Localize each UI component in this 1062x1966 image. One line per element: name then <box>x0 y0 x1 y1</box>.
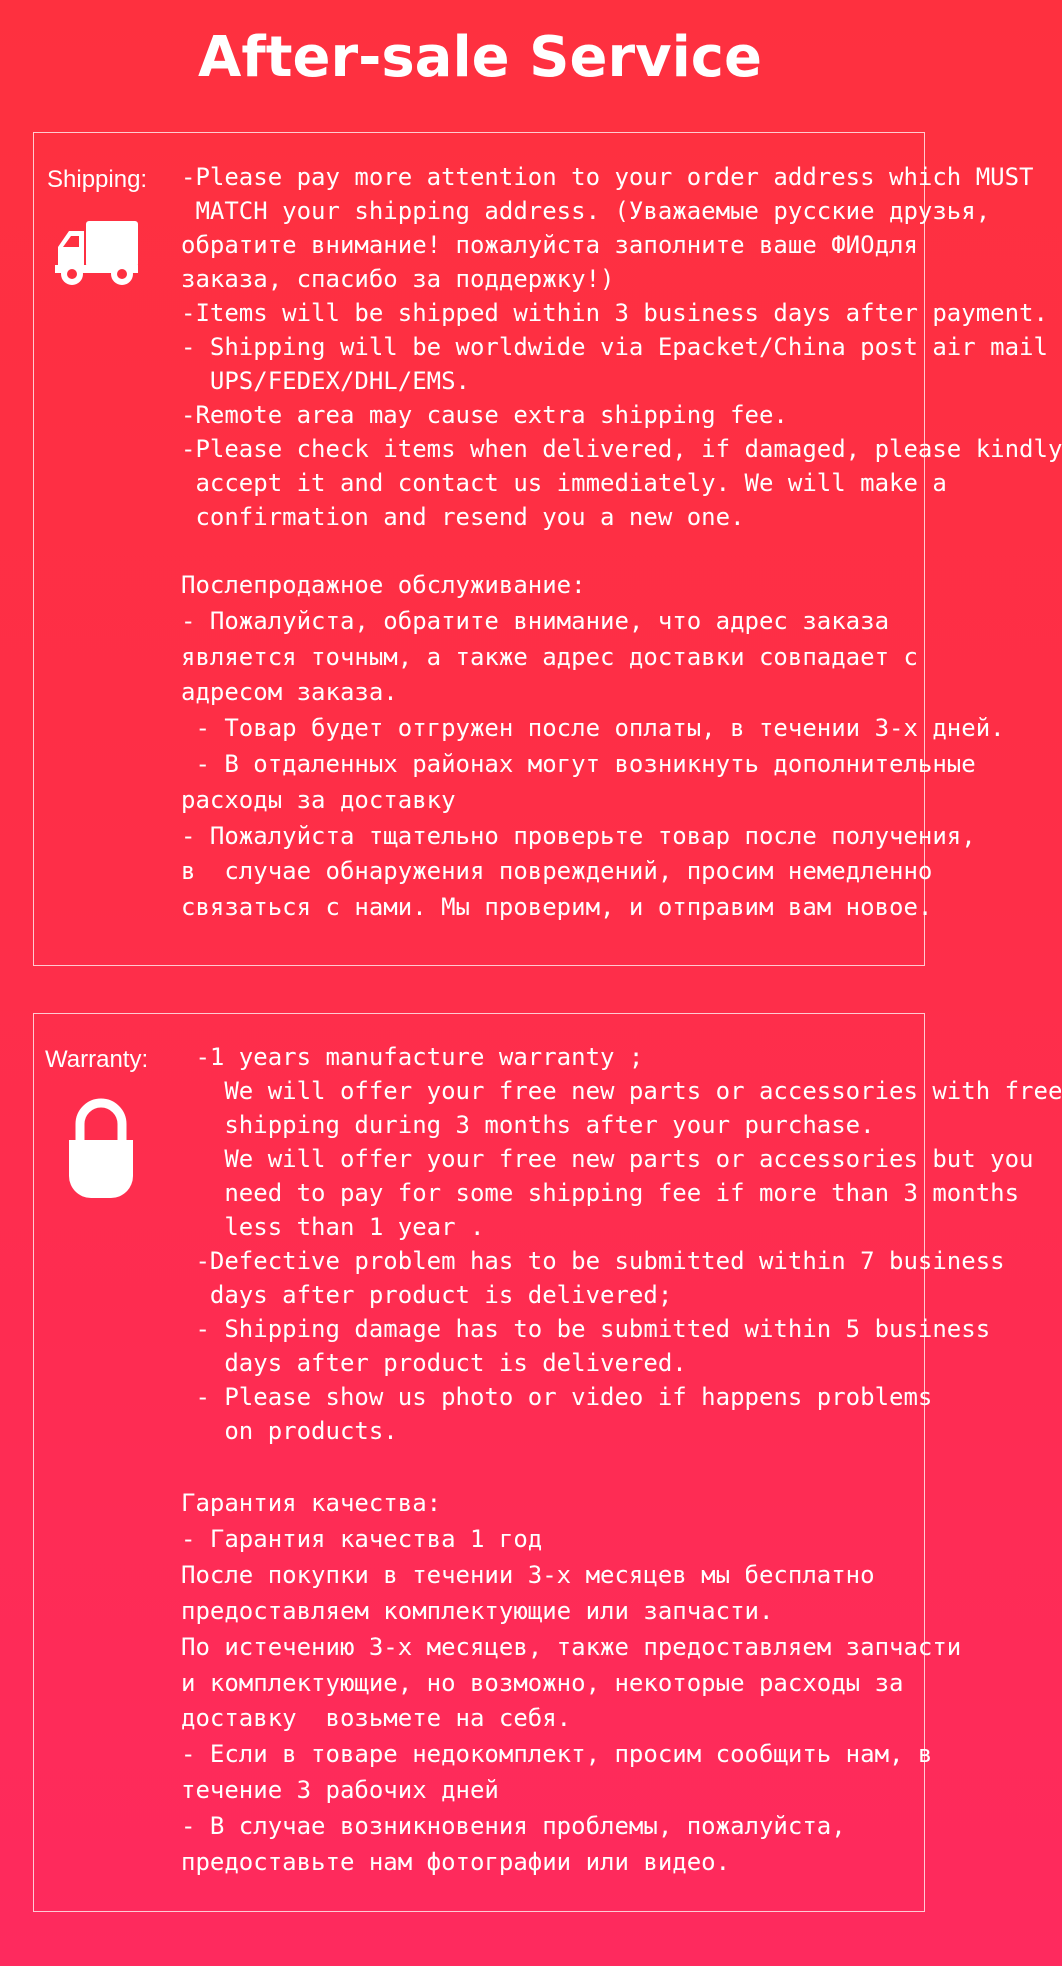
shipping-policy-russian: Послепродажное обслуживание: - Пожалуйста, обратите внимание, что адрес заказа является точным, а также адрес доставки совпадает с адресом заказа. - Товар будет отгружен после оплаты, в течении 3-х дней. - В отдаленных районах могут возникнуть дополнительные расходы за доставку - Пожалуйста тщательно проверьте товар после получения, в случае обнаружения повреждений, просим немедленно связаться с нами. Мы проверим, и отправим вам новое. <box>181 571 1005 922</box>
warranty-policy-russian: Гарантия качества: - Гарантия качества 1 год После покупки в течении 3-х месяцев мы бесплатно предоставляем комплектующие или запчасти. По истечению 3-х месяцев, также предоставляем запчасти и комплектующие, но возможно, некоторые расходы за доставку возьмете на себя. - Если в товаре недокомплект, просим сообщить нам, в течение 3 рабочих дней - В случае возникновения проблемы, пожалуйста, предоставьте нам фотографии или видео. <box>181 1489 962 1877</box>
padlock-icon <box>66 1094 136 1200</box>
shipping-policy-english: -Please pay more attention to your order address which MUST MATCH your shipping address. (Уважаемые русские друзья, обратите внимание! пожалуйста заполните ваше ФИОдля заказа, спасибо за поддержку!) -Items will be shipped within 3 business days after payment. - Shipping will be worldwide via Epacket/China post air mail UPS/FEDEX/DHL/EMS. -Remote area may cause extra shipping fee. -Please check items when delivered, if damaged, please kindly accept it and contact us immediately. We will make a confirmation and resend you a new one. <box>181 163 1062 531</box>
warranty-label: Warranty: <box>45 1046 149 1073</box>
shipping-section <box>33 132 1062 966</box>
shipping-label: Shipping: <box>47 166 148 193</box>
truck-icon <box>52 216 140 286</box>
warranty-section <box>33 1013 1062 1912</box>
page-title: After-sale Service <box>198 25 762 90</box>
warranty-policy-english: -1 years manufacture warranty ; We will offer your free new parts or accessories with free shipping during 3 months after your purchase. We will offer your free new parts or accessories but you need to pay for some shipping fee if more than 3 months less than 1 year . -Defective problem has to be submitted within 7 business days after product is delivered; - Shipping damage has to be submitted within 5 business days after product is delivered. - Please show us photo or video if happens problems on products. <box>195 1043 1062 1445</box>
